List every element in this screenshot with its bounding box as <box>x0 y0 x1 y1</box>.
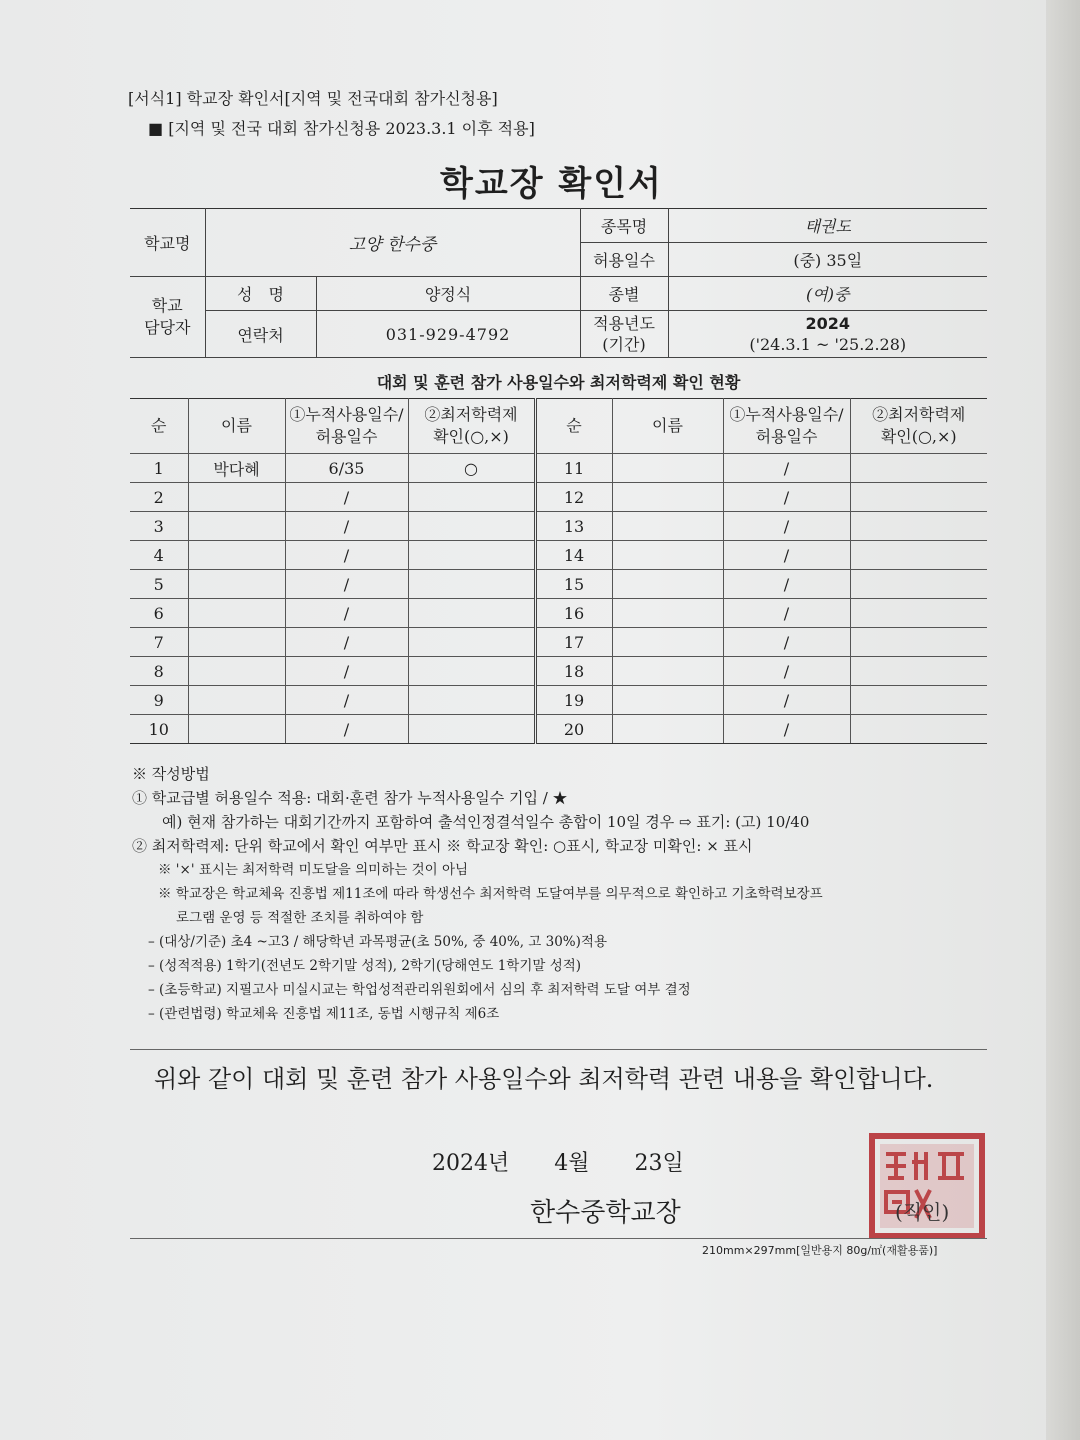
student-name <box>612 454 723 483</box>
note-2-a: ※ '×' 표시는 최저학력 미도달을 의미하는 것이 아님 <box>158 862 469 878</box>
student-name <box>188 599 285 628</box>
detail-4: – (관련법령) 학교체육 진흥법 제11조, 동법 시행규칙 제6조 <box>148 1006 500 1022</box>
document-title: 학교장 확인서 <box>440 164 663 204</box>
table-row <box>130 512 987 541</box>
academic-check <box>408 657 535 686</box>
student-name <box>188 628 285 657</box>
row-number: 2 <box>130 483 188 512</box>
row-number: 14 <box>535 541 612 570</box>
table-row <box>130 483 987 512</box>
sport-label: 종목명 <box>580 209 668 243</box>
table-row <box>130 686 987 715</box>
student-name <box>188 570 285 599</box>
school-label: 학교명 <box>130 209 205 277</box>
academic-check <box>850 541 987 570</box>
table-row <box>130 628 987 657</box>
table-header-row <box>130 399 987 454</box>
academic-check <box>850 454 987 483</box>
row-number: 17 <box>535 628 612 657</box>
student-name <box>188 541 285 570</box>
row-number: 4 <box>130 541 188 570</box>
used-days: / <box>285 715 408 744</box>
student-name <box>612 657 723 686</box>
note-1-example: 예) 현재 참가하는 대회기간까지 포함하여 출석인정결석일수 총합이 10일 경우 ⇨ 표기: (고) 10/40 <box>162 813 810 831</box>
issue-date <box>432 1146 722 1177</box>
school-info-table <box>130 208 987 358</box>
academic-check <box>408 483 535 512</box>
row-number: 19 <box>535 686 612 715</box>
academic-check <box>850 657 987 686</box>
school-value: 고양 한수중 <box>205 209 580 277</box>
detail-2: – (성적적용) 1학기(전년도 2학기말 성적), 2학기(당해연도 1학기말 성적) <box>148 958 582 974</box>
note-2-b-cont: 로그램 운영 등 적절한 조치를 취하여야 함 <box>176 910 424 926</box>
student-name <box>612 686 723 715</box>
table-row <box>130 657 987 686</box>
table-row <box>130 599 987 628</box>
academic-check <box>850 599 987 628</box>
row-number: 20 <box>535 715 612 744</box>
row-number: 16 <box>535 599 612 628</box>
used-days: / <box>723 512 850 541</box>
academic-check: ○ <box>408 454 535 483</box>
seal-mark: (직인) <box>895 1200 950 1224</box>
academic-check <box>850 570 987 599</box>
gender-label: 종별 <box>580 277 668 311</box>
academic-check <box>850 483 987 512</box>
used-days: / <box>285 628 408 657</box>
row-number: 11 <box>535 454 612 483</box>
academic-check <box>408 715 535 744</box>
header-no: 순 <box>535 399 612 454</box>
principal-title: 한수중학교장 <box>530 1198 681 1228</box>
used-days: / <box>285 541 408 570</box>
student-name <box>612 541 723 570</box>
gender-value: (여)중 <box>668 277 987 311</box>
student-name <box>612 512 723 541</box>
header-days: ①누적사용일수/ 허용일수 <box>285 399 408 454</box>
row-number: 10 <box>130 715 188 744</box>
used-days: / <box>285 483 408 512</box>
table-row <box>130 454 987 483</box>
student-name <box>612 570 723 599</box>
academic-check <box>850 686 987 715</box>
row-number: 7 <box>130 628 188 657</box>
academic-check <box>850 512 987 541</box>
header-no: 순 <box>130 399 188 454</box>
used-days: / <box>285 599 408 628</box>
manager-label: 학교 담당자 <box>130 277 205 358</box>
used-days: / <box>723 686 850 715</box>
year-value: 2024 <box>805 314 851 333</box>
paper-spec: 210mm×297mm[일반용지 80g/㎡(재활용품)] <box>702 1244 938 1257</box>
row-number: 5 <box>130 570 188 599</box>
academic-check <box>408 599 535 628</box>
student-name <box>612 628 723 657</box>
used-days: / <box>723 628 850 657</box>
academic-check <box>408 686 535 715</box>
student-name <box>188 715 285 744</box>
used-days: / <box>723 657 850 686</box>
used-days: 6/35 <box>285 454 408 483</box>
used-days: / <box>723 541 850 570</box>
allowed-days-value: (중) 35일 <box>668 243 987 277</box>
form-subtitle: ■ [지역 및 전국 대회 참가신청용 2023.3.1 이후 적용] <box>148 119 535 138</box>
note-2-b: ※ 학교장은 학교체육 진흥법 제11조에 따라 학생선수 최저학력 도달여부를 의무적으로 확인하고 기초학력보장프 <box>158 886 823 902</box>
divider-top <box>130 1049 987 1050</box>
table-row <box>130 715 987 744</box>
section-title: 대회 및 훈련 참가 사용일수와 최저학력제 확인 현황 <box>376 373 741 392</box>
detail-1: – (대상/기준) 초4 ~고3 / 해당학년 과목평균(초 50%, 중 40%, 고 30%)적용 <box>148 934 607 950</box>
student-name <box>188 483 285 512</box>
student-name <box>612 599 723 628</box>
header-name: 이름 <box>188 399 285 454</box>
date-year: 2024년 <box>432 1151 510 1176</box>
used-days: / <box>285 657 408 686</box>
form-label: [서식1] 학교장 확인서[지역 및 전국대회 참가신청용] <box>128 89 498 108</box>
notes-heading: ※ 작성방법 <box>132 765 210 783</box>
date-day: 23일 <box>634 1151 684 1176</box>
row-number: 15 <box>535 570 612 599</box>
student-name: 박다혜 <box>188 454 285 483</box>
divider-bottom <box>130 1238 987 1239</box>
note-1: ① 학교급별 허용일수 적용: 대회·훈련 참가 누적사용일수 기입 / ★ <box>132 789 568 807</box>
used-days: / <box>723 715 850 744</box>
student-name <box>188 657 285 686</box>
academic-check <box>408 512 535 541</box>
row-number: 8 <box>130 657 188 686</box>
student-name <box>612 715 723 744</box>
table-row <box>130 570 987 599</box>
sport-value: 태권도 <box>668 209 987 243</box>
row-number: 13 <box>535 512 612 541</box>
academic-check <box>408 570 535 599</box>
participation-table <box>130 398 987 744</box>
header-days: ①누적사용일수/ 허용일수 <box>723 399 850 454</box>
year-label: 적용년도 (기간) <box>580 311 668 358</box>
confirmation-statement: 위와 같이 대회 및 훈련 참가 사용일수와 최저학력 관련 내용을 확인합니다. <box>154 1065 934 1093</box>
row-number: 12 <box>535 483 612 512</box>
row-number: 18 <box>535 657 612 686</box>
period-value: ('24.3.1 ~ '25.2.28) <box>749 335 907 354</box>
used-days: / <box>723 483 850 512</box>
name-value: 양정식 <box>316 277 580 311</box>
note-2: ② 최저학력제: 단위 학교에서 확인 여부만 표시 ※ 학교장 확인: ○표시, 학교장 미확인: × 표시 <box>132 837 753 855</box>
detail-3: – (초등학교) 지필고사 미실시교는 학업성적관리위원회에서 심의 후 최저학력 도달 여부 결정 <box>148 982 691 998</box>
student-name <box>612 483 723 512</box>
used-days: / <box>723 454 850 483</box>
used-days: / <box>285 686 408 715</box>
row-number: 9 <box>130 686 188 715</box>
student-name <box>188 512 285 541</box>
student-name <box>188 686 285 715</box>
paper-edge-shadow <box>1046 0 1080 1440</box>
allowed-days-label: 허용일수 <box>580 243 668 277</box>
row-number: 6 <box>130 599 188 628</box>
date-month: 4월 <box>554 1151 590 1176</box>
header-check: ②최저학력제 확인(○,×) <box>408 399 535 454</box>
academic-check <box>408 541 535 570</box>
contact-label: 연락처 <box>205 311 316 358</box>
table-row <box>130 541 987 570</box>
academic-check <box>408 628 535 657</box>
row-number: 1 <box>130 454 188 483</box>
used-days: / <box>285 570 408 599</box>
used-days: / <box>285 512 408 541</box>
header-check: ②최저학력제 확인(○,×) <box>850 399 987 454</box>
header-name: 이름 <box>612 399 723 454</box>
contact-value: 031-929-4792 <box>316 311 580 358</box>
academic-check <box>850 628 987 657</box>
used-days: / <box>723 570 850 599</box>
academic-check <box>850 715 987 744</box>
row-number: 3 <box>130 512 188 541</box>
instructions <box>132 762 992 1026</box>
used-days: / <box>723 599 850 628</box>
name-label: 성 명 <box>205 277 316 311</box>
